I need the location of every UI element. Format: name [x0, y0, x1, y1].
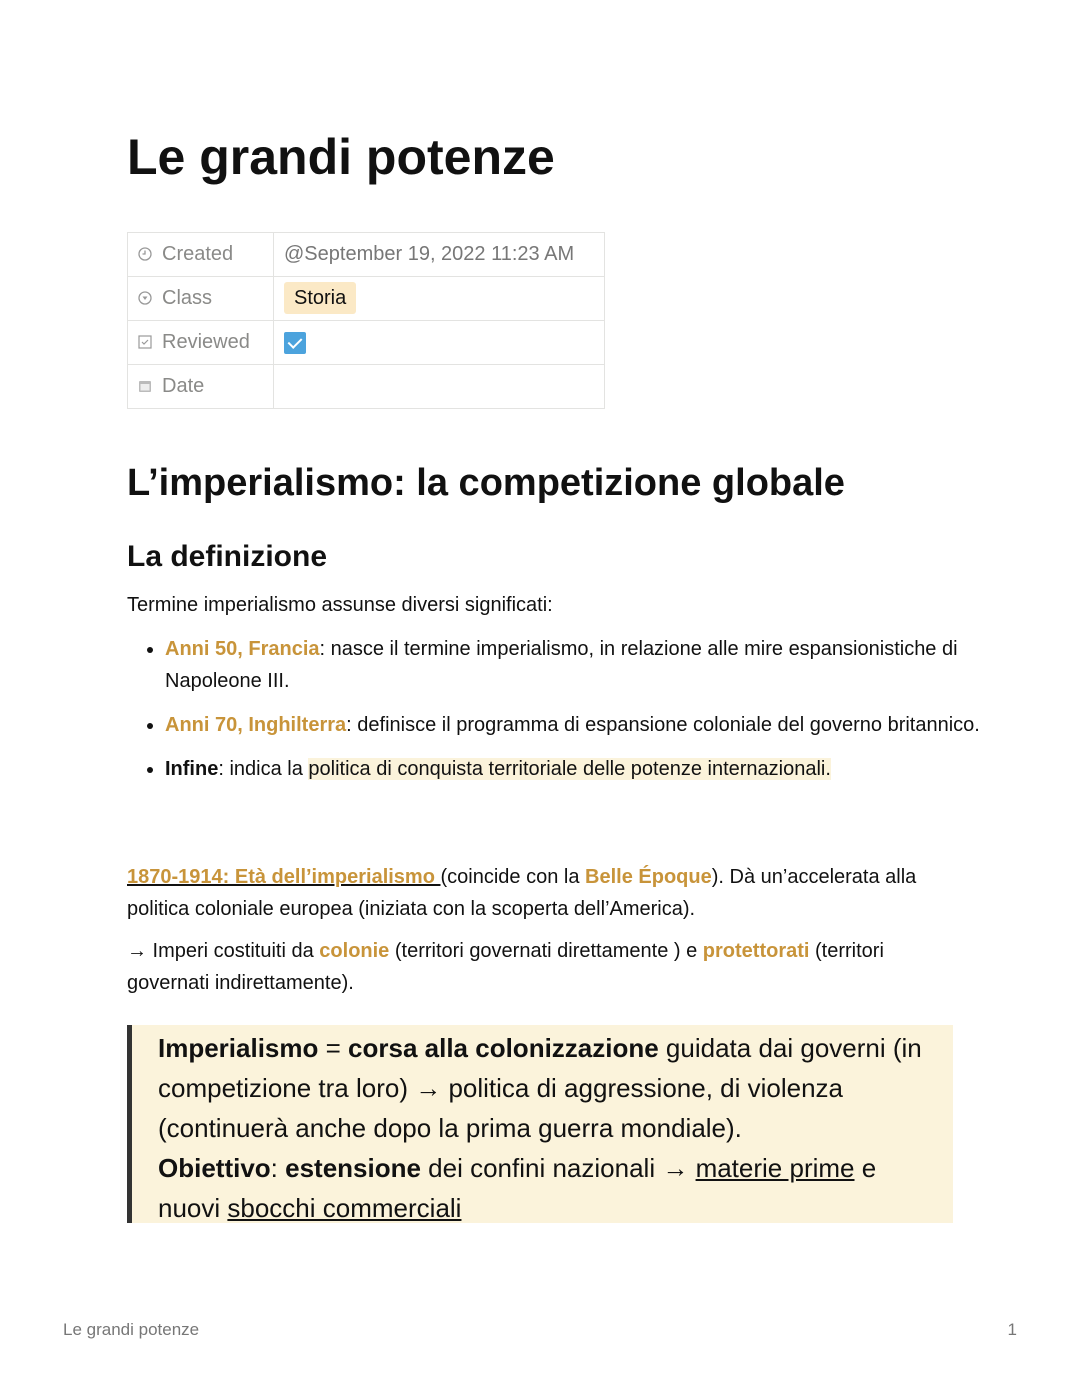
- property-label: Class: [162, 287, 213, 309]
- bullet-lead: Anni 70, Inghilterra: [165, 714, 347, 736]
- text: =: [318, 1033, 349, 1063]
- accent-text: Belle Époque: [585, 866, 712, 888]
- text: dei confini nazionali →: [420, 1153, 696, 1183]
- text: (territori governati direttamente ) e: [389, 940, 703, 962]
- text: guidata dai governi (in competizione tra loro) → politica di aggressione, di violenza (continuerà anche dopo la prima guerra mondiale).: [158, 1033, 922, 1143]
- list-item: [165, 709, 985, 741]
- property-date: [128, 365, 605, 409]
- bold-text: Obiettivo: [158, 1153, 271, 1183]
- section-heading: L’imperialismo: la competizione globale: [127, 462, 845, 504]
- intro-text: Termine imperialismo assunse diversi significati:: [127, 594, 553, 616]
- created-value: @September 19, 2022 11:23 AM: [274, 233, 605, 277]
- list-item: [165, 633, 985, 697]
- clock-icon: [138, 247, 152, 261]
- subsection-heading: La definizione: [127, 540, 328, 573]
- bold-text: Imperialismo: [158, 1033, 319, 1063]
- property-label: Date: [162, 375, 205, 397]
- accent-text: colonie: [319, 940, 390, 962]
- underlined-text: materie prime: [695, 1153, 855, 1183]
- callout-line-1: [158, 1028, 933, 1148]
- property-created: [128, 233, 605, 277]
- text: (territori governati indirettamente).: [127, 940, 884, 994]
- definition-list: [127, 633, 985, 797]
- text: e nuovi: [158, 1153, 877, 1223]
- bullet-text: : nasce il termine imperialismo, in relazione alle mire espansionistiche di Napoleone III.: [165, 638, 958, 692]
- callout-line-2: [158, 1148, 933, 1228]
- text: ). Dà un’accelerata alla politica coloniale europea (iniziata con la scoperta dell’America).: [127, 866, 917, 920]
- bullet-text: : indica la: [218, 758, 309, 780]
- bold-text: corsa alla colonizzazione: [348, 1033, 659, 1063]
- text: (coincide con la: [440, 866, 586, 888]
- select-icon: [138, 291, 152, 305]
- underlined-text: sbocchi commerciali: [227, 1193, 462, 1223]
- bullet-lead: Anni 50, Francia: [165, 638, 320, 660]
- list-item: [165, 753, 985, 785]
- era-paragraph: [127, 861, 947, 925]
- accent-text: protettorati: [702, 940, 810, 962]
- page-title: Le grandi potenze: [127, 129, 555, 185]
- footer-title: Le grandi potenze: [63, 1320, 200, 1339]
- highlighted-text: politica di conquista territoriale delle potenze internazionali.: [308, 758, 831, 780]
- property-label: Reviewed: [162, 331, 250, 353]
- class-tag[interactable]: Storia: [284, 282, 356, 314]
- bullet-text: : definisce il programma di espansione coloniale del governo britannico.: [346, 714, 980, 736]
- era-link[interactable]: 1870-1914: Età dell’imperialismo: [127, 866, 441, 888]
- checkbox-icon: [138, 335, 152, 349]
- property-class: [128, 277, 605, 321]
- date-value[interactable]: [274, 365, 605, 409]
- properties-table: [127, 232, 605, 409]
- property-label: Created: [162, 243, 234, 265]
- callout-quote: [127, 1025, 953, 1223]
- property-reviewed: [128, 321, 605, 365]
- bullet-lead: Infine: [165, 758, 219, 780]
- text: → Imperi costituiti da: [127, 940, 320, 962]
- page-number: 1: [1007, 1320, 1017, 1339]
- empires-paragraph: [127, 935, 947, 999]
- bold-text: estensione: [285, 1153, 421, 1183]
- reviewed-checkbox[interactable]: [284, 332, 306, 354]
- calendar-icon: [138, 379, 152, 393]
- text: :: [270, 1153, 286, 1183]
